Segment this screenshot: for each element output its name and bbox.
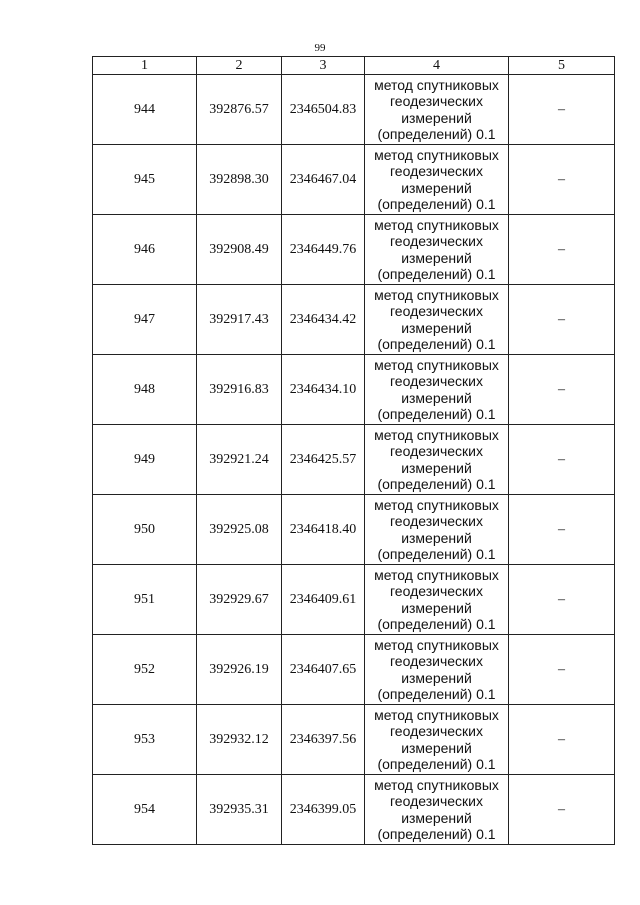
table-row (93, 705, 615, 775)
method-line: метод спутниковых (374, 426, 499, 443)
point-number-cell: 947 (93, 285, 197, 355)
point-number-cell: 945 (93, 145, 197, 215)
table-row (93, 215, 615, 285)
method-line: (определений) 0.1 (377, 336, 496, 352)
note-cell: – (509, 635, 615, 705)
x-coordinate-cell: 392929.67 (197, 565, 282, 635)
y-coordinate-cell: 2346504.83 (282, 75, 365, 145)
method-line: измерений (401, 319, 472, 336)
table-row (93, 145, 615, 215)
method-line: геодезических (390, 443, 483, 459)
x-coordinate-cell: 392908.49 (197, 215, 282, 285)
table-row (93, 635, 615, 705)
point-number-cell: 944 (93, 75, 197, 145)
header-col-5: 5 (509, 57, 615, 75)
method-line: (определений) 0.1 (377, 196, 496, 212)
method-cell (365, 215, 509, 285)
point-number-cell: 952 (93, 635, 197, 705)
y-coordinate-cell: 2346399.05 (282, 775, 365, 845)
page-number: 99 (314, 42, 326, 54)
method-line: измерений (401, 389, 472, 406)
table-body (93, 75, 615, 845)
table-row (93, 285, 615, 355)
note-cell: – (509, 215, 615, 285)
x-coordinate-cell: 392876.57 (197, 75, 282, 145)
y-coordinate-cell: 2346418.40 (282, 495, 365, 565)
y-coordinate-cell: 2346407.65 (282, 635, 365, 705)
method-line: (определений) 0.1 (377, 616, 496, 632)
method-cell (365, 75, 509, 145)
method-cell (365, 355, 509, 425)
y-coordinate-cell: 2346397.56 (282, 705, 365, 775)
note-cell: – (509, 775, 615, 845)
method-line: метод спутниковых (374, 636, 499, 653)
note-cell: – (509, 565, 615, 635)
method-line: (определений) 0.1 (377, 686, 496, 702)
method-line: метод спутниковых (374, 286, 499, 303)
method-line: метод спутниковых (374, 776, 499, 793)
note-cell: – (509, 425, 615, 495)
note-cell: – (509, 495, 615, 565)
method-line: измерений (401, 599, 472, 616)
x-coordinate-cell: 392926.19 (197, 635, 282, 705)
point-number-cell: 954 (93, 775, 197, 845)
method-cell (365, 285, 509, 355)
method-line: измерений (401, 529, 472, 546)
note-cell: – (509, 705, 615, 775)
header-col-1: 1 (93, 57, 197, 75)
table-row (93, 355, 615, 425)
method-line: (определений) 0.1 (377, 476, 496, 492)
method-line: геодезических (390, 163, 483, 179)
method-cell (365, 495, 509, 565)
method-cell (365, 145, 509, 215)
y-coordinate-cell: 2346467.04 (282, 145, 365, 215)
table-row (93, 775, 615, 845)
method-line: измерений (401, 809, 472, 826)
point-number-cell: 953 (93, 705, 197, 775)
y-coordinate-cell: 2346425.57 (282, 425, 365, 495)
method-line: геодезических (390, 793, 483, 809)
method-cell (365, 425, 509, 495)
method-line: метод спутниковых (374, 76, 499, 93)
method-line: метод спутниковых (374, 146, 499, 163)
y-coordinate-cell: 2346449.76 (282, 215, 365, 285)
method-line: измерений (401, 249, 472, 266)
header-col-2: 2 (197, 57, 282, 75)
x-coordinate-cell: 392932.12 (197, 705, 282, 775)
method-line: измерений (401, 459, 472, 476)
method-line: геодезических (390, 233, 483, 249)
note-cell: – (509, 355, 615, 425)
method-line: измерений (401, 109, 472, 126)
header-col-3: 3 (282, 57, 365, 75)
y-coordinate-cell: 2346434.42 (282, 285, 365, 355)
note-cell: – (509, 285, 615, 355)
header-col-4: 4 (365, 57, 509, 75)
method-line: геодезических (390, 653, 483, 669)
method-line: (определений) 0.1 (377, 826, 496, 842)
x-coordinate-cell: 392925.08 (197, 495, 282, 565)
x-coordinate-cell: 392921.24 (197, 425, 282, 495)
note-cell: – (509, 75, 615, 145)
x-coordinate-cell: 392916.83 (197, 355, 282, 425)
table-header-row (93, 57, 615, 75)
point-number-cell: 949 (93, 425, 197, 495)
x-coordinate-cell: 392898.30 (197, 145, 282, 215)
method-line: измерений (401, 739, 472, 756)
table-row (93, 495, 615, 565)
x-coordinate-cell: 392917.43 (197, 285, 282, 355)
method-cell (365, 705, 509, 775)
method-line: геодезических (390, 373, 483, 389)
point-number-cell: 951 (93, 565, 197, 635)
method-line: геодезических (390, 723, 483, 739)
method-line: (определений) 0.1 (377, 546, 496, 562)
method-line: метод спутниковых (374, 496, 499, 513)
point-number-cell: 950 (93, 495, 197, 565)
x-coordinate-cell: 392935.31 (197, 775, 282, 845)
method-line: геодезических (390, 513, 483, 529)
method-cell (365, 565, 509, 635)
coordinates-table (92, 56, 615, 845)
table-row (93, 425, 615, 495)
method-cell (365, 775, 509, 845)
table-row (93, 75, 615, 145)
method-line: метод спутниковых (374, 216, 499, 233)
method-line: (определений) 0.1 (377, 756, 496, 772)
point-number-cell: 948 (93, 355, 197, 425)
table-row (93, 565, 615, 635)
note-cell: – (509, 145, 615, 215)
method-line: измерений (401, 179, 472, 196)
method-line: геодезических (390, 583, 483, 599)
method-line: измерений (401, 669, 472, 686)
method-line: (определений) 0.1 (377, 406, 496, 422)
method-line: (определений) 0.1 (377, 266, 496, 282)
method-line: метод спутниковых (374, 566, 499, 583)
method-line: геодезических (390, 303, 483, 319)
method-line: геодезических (390, 93, 483, 109)
y-coordinate-cell: 2346434.10 (282, 355, 365, 425)
method-line: (определений) 0.1 (377, 126, 496, 142)
method-line: метод спутниковых (374, 706, 499, 723)
point-number-cell: 946 (93, 215, 197, 285)
method-cell (365, 635, 509, 705)
y-coordinate-cell: 2346409.61 (282, 565, 365, 635)
method-line: метод спутниковых (374, 356, 499, 373)
